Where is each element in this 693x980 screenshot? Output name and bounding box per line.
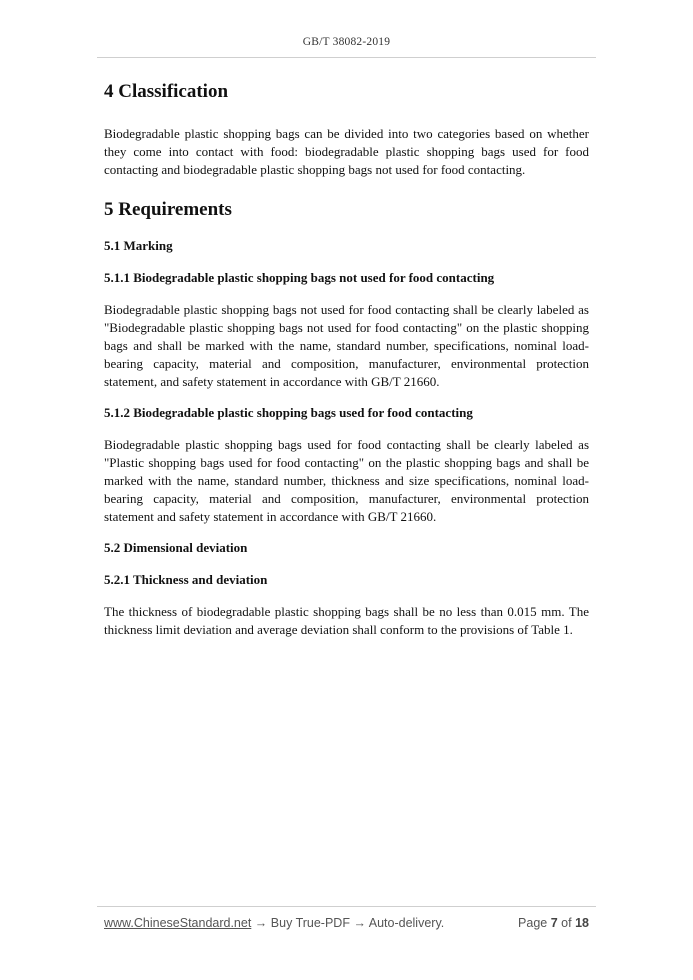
arrow-right-icon: → xyxy=(254,916,268,930)
section-5-2-1-heading: 5.2.1 Thickness and deviation xyxy=(104,572,268,587)
running-header: GB/T 38082-2019 xyxy=(302,36,391,48)
section-5-1-1-heading: 5.1.1 Biodegradable plastic shopping bags not used for food contacting xyxy=(104,270,495,285)
header-divider xyxy=(97,57,596,58)
current-page: 7 xyxy=(550,916,558,930)
arrow-right-icon: → xyxy=(353,916,366,930)
section-5-1-heading: 5.1 Marking xyxy=(104,238,173,253)
section-5-1-2-paragraph: Biodegradable plastic shopping bags used for food contacting shall be clearly labeled as "Plastic shopping bags used for food contacting" on the plastic shopping bags and shall be marked with the name, standard number, thickness and size specifications, nominal load-bearing capacity, material and composition, manufacturer, environmental protection statement and safety statement in accordance with GB/T 21660. xyxy=(104,437,589,524)
of-label: of xyxy=(561,916,572,930)
page-label: Page xyxy=(518,916,548,930)
document-body xyxy=(104,79,589,652)
section-5-2-heading: 5.2 Dimensional deviation xyxy=(104,540,248,555)
section-4-heading: 4 Classification xyxy=(104,81,229,102)
page-number xyxy=(518,916,589,930)
buy-pdf-text: Buy True-PDF xyxy=(270,916,350,930)
section-5-1-1-paragraph: Biodegradable plastic shopping bags not used for food contacting shall be clearly labeled as "Biodegradable plastic shopping bags not used for food contacting" on the plastic shopping bags and shall be marked with the name, standard number, specifications, nominal load-bearing capacity, material and composition, manufacturer, environmental protection statement, and safety statement in accordance with GB/T 21660. xyxy=(104,302,589,389)
section-5-heading: 5 Requirements xyxy=(104,199,232,220)
section-4-paragraph: Biodegradable plastic shopping bags can be divided into two categories based on whether they come into contact with food: biodegradable plastic shopping bags used for food contacting and biodegradable plastic shopping bags not used for food contacting. xyxy=(104,126,589,177)
footer-divider xyxy=(97,906,596,907)
total-pages: 18 xyxy=(575,916,589,930)
section-5-1-2-heading: 5.1.2 Biodegradable plastic shopping bags used for food contacting xyxy=(104,405,473,420)
website-link[interactable]: www.ChineseStandard.net xyxy=(104,916,252,930)
section-5-2-1-paragraph: The thickness of biodegradable plastic shopping bags shall be no less than 0.015 mm. The thickness limit deviation and average deviation shall conform to the provisions of Table 1. xyxy=(104,604,589,637)
footer-promo xyxy=(104,916,444,930)
auto-delivery-text: Auto-delivery. xyxy=(368,916,445,930)
